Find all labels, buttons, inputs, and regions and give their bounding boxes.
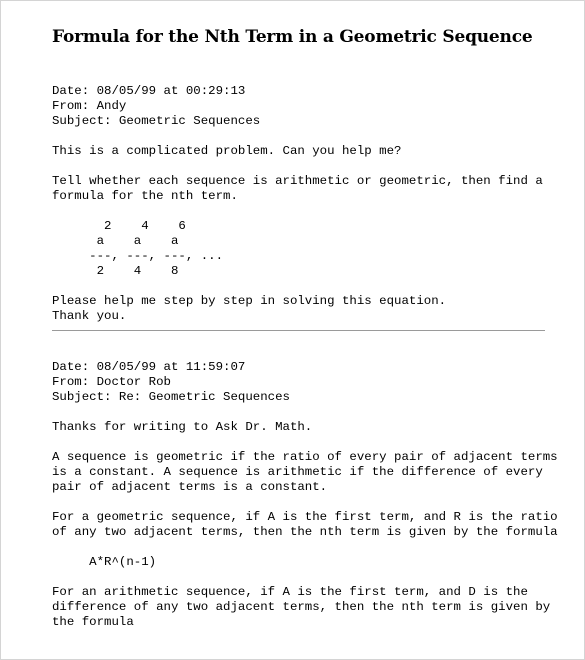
question-task-line: formula for the nth term. xyxy=(52,189,238,203)
answer-date: Date: 08/05/99 at 11:59:07 xyxy=(52,360,246,374)
geometric-formula: A*R^(n-1) xyxy=(52,555,157,569)
page-content xyxy=(52,25,558,630)
answer-arithmetic-line: the formula xyxy=(52,615,134,629)
answer-thanks: Thanks for writing to Ask Dr. Math. xyxy=(52,420,313,434)
answer-definition-line: pair of adjacent terms is a constant. xyxy=(52,480,328,494)
question-task-line: Tell whether each sequence is arithmetic or geometric, then find a xyxy=(52,174,543,188)
question-from: From: Andy xyxy=(52,99,127,113)
question-date: Date: 08/05/99 at 00:29:13 xyxy=(52,84,246,98)
question-intro: This is a complicated problem. Can you help me? xyxy=(52,144,402,158)
question-subject: Subject: Geometric Sequences xyxy=(52,114,261,128)
answer-message xyxy=(52,360,558,630)
answer-from: From: Doctor Rob xyxy=(52,375,171,389)
sequence-bases: a a a xyxy=(52,234,179,248)
sequence-exponents: 2 4 6 xyxy=(52,219,186,233)
answer-arithmetic-line: difference of any two adjacent terms, then the nth term is given by xyxy=(52,600,551,614)
answer-arithmetic-line: For an arithmetic sequence, if A is the first term, and D is the xyxy=(52,585,528,599)
question-closing-line: Please help me step by step in solving this equation. xyxy=(52,294,447,308)
page-title: Formula for the Nth Term in a Geometric Sequence xyxy=(52,27,533,47)
answer-definition-line: is a constant. A sequence is arithmetic if the difference of every xyxy=(52,465,543,479)
answer-geometric-line: For a geometric sequence, if A is the first term, and R is the ratio xyxy=(52,510,558,524)
sequence-denominators: 2 4 8 xyxy=(52,264,179,278)
answer-definition-line: A sequence is geometric if the ratio of every pair of adjacent terms xyxy=(52,450,558,464)
question-message xyxy=(52,84,552,324)
answer-subject: Subject: Re: Geometric Sequences xyxy=(52,390,290,404)
question-closing-line: Thank you. xyxy=(52,309,127,323)
sequence-fraction-bars: ---, ---, ---, ... xyxy=(52,249,224,263)
answer-geometric-line: of any two adjacent terms, then the nth term is given by the formula xyxy=(52,525,558,539)
